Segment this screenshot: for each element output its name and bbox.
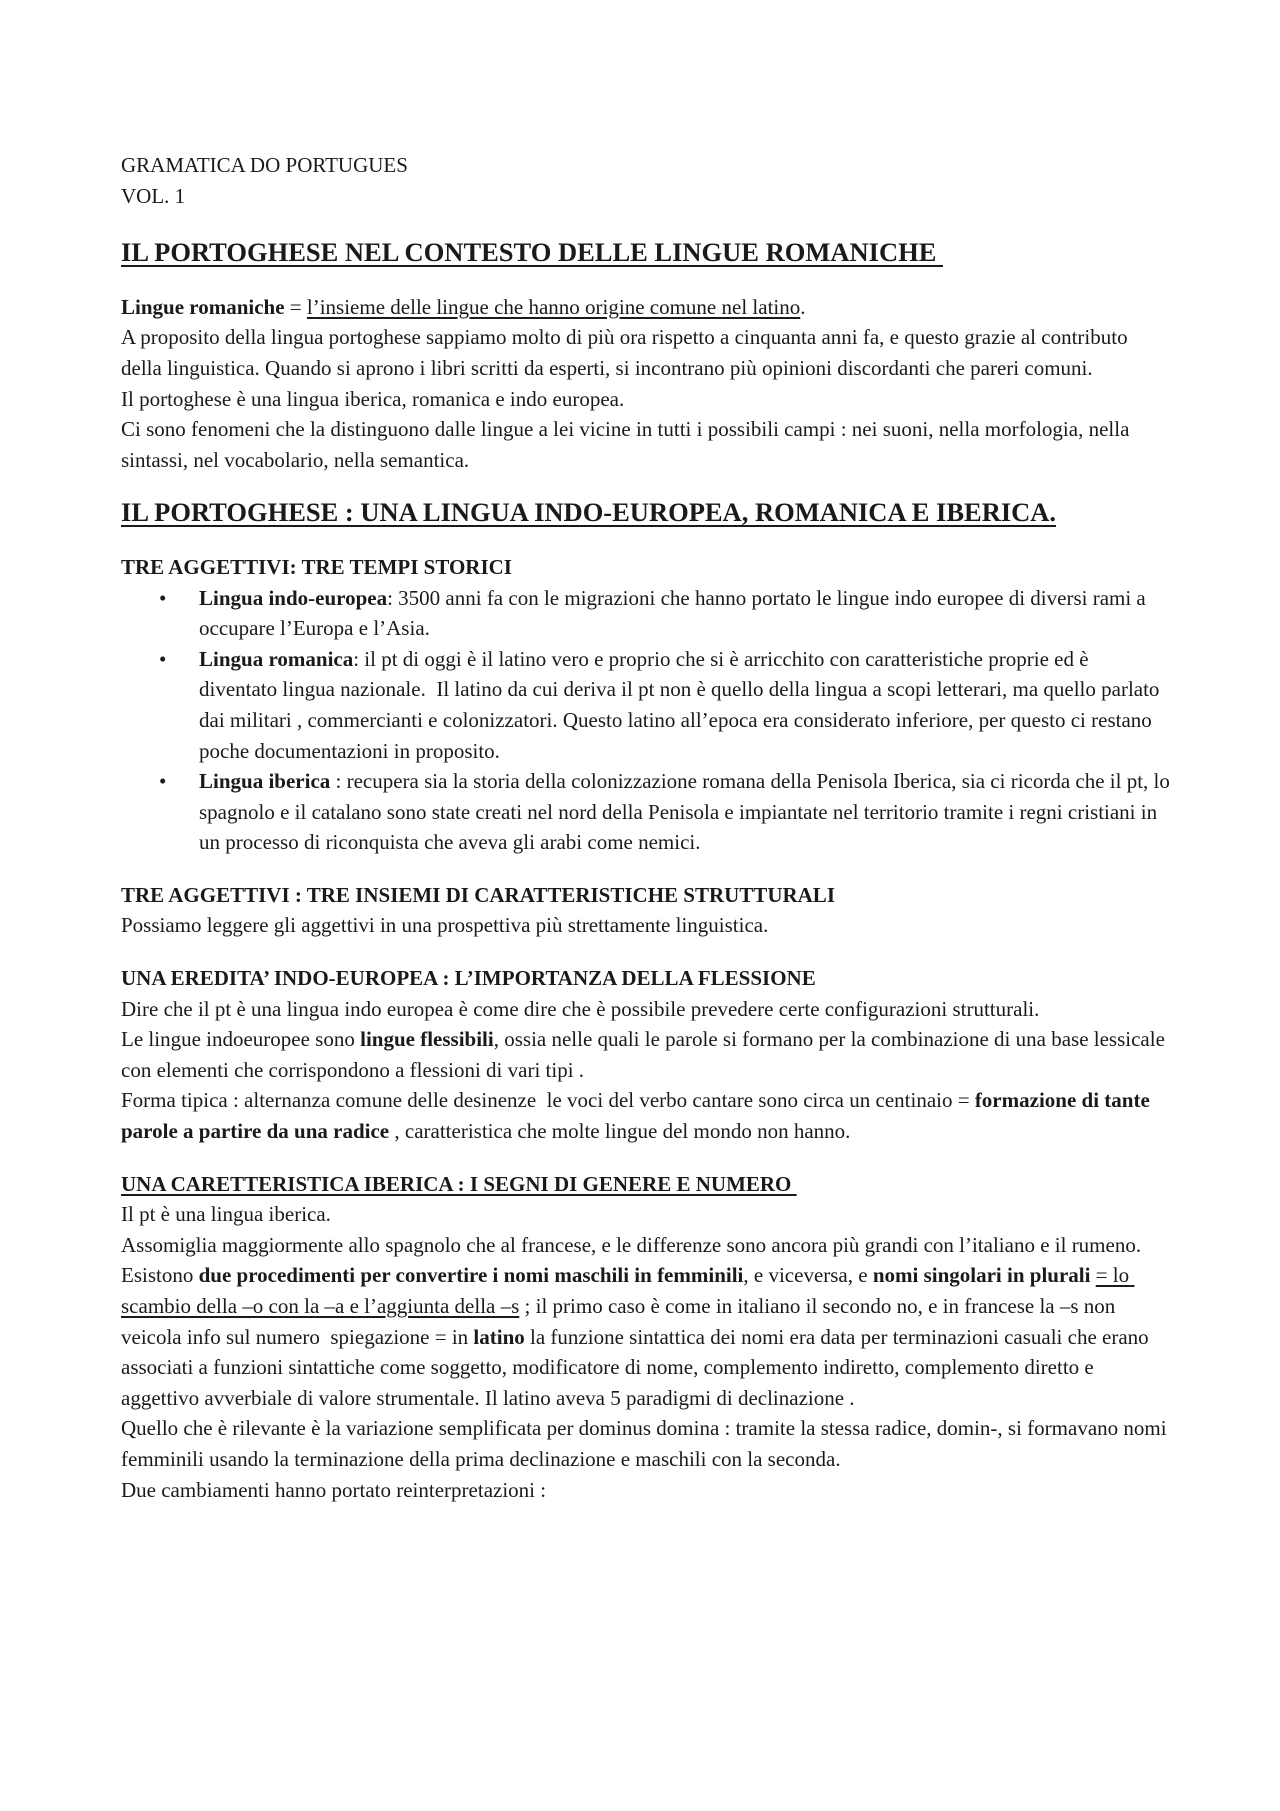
section1-paragraph-3: Ci sono fenomeni che la distinguono dalle lingue a lei vicine in tutti i possibili campi : nei suoni, nella morfologia, nella sintassi, nel vocabolario, nella semantica. <box>121 417 1130 472</box>
inflection-line-3-start: Forma tipica : alternanza comune delle desinenze le voci del verbo cantare sono circa un centinaio = <box>121 1088 975 1113</box>
subsection-structural-heading: TRE AGGETTIVI : TRE INSIEMI DI CARATTERISTICHE STRUTTURALI <box>121 882 835 907</box>
bullet-icon: • <box>159 646 167 671</box>
list-item-text: : 3500 anni fa con le migrazioni che hanno portato le lingue indo europee di diversi rami a occupare l’Europa e l’Asia. <box>199 585 1152 641</box>
gn-bold-plurals: nomi singolari in plurali <box>872 1263 1091 1288</box>
inflection-line-2-start: Le lingue indoeuropee sono <box>121 1027 361 1052</box>
inflection-term: lingue flessibili <box>360 1027 494 1052</box>
inflection-line-3-end: , caratteristica che molte lingue del mondo non hanno. <box>389 1119 851 1144</box>
section1-paragraph-1: A proposito della lingua portoghese sappiamo molto di più ora rispetto a cinquanta anni fa, e questo grazie al contributo della linguistica. Quando si aprono i libri scritti da esperti, si incontrano più opinioni discordanti che pareri comuni. <box>121 325 1128 380</box>
gn-part-a: Esistono <box>121 1263 199 1288</box>
subsection-inflection-heading: UNA EREDITA’ INDO-EUROPEA : L’IMPORTANZA DELLA FLESSIONE <box>121 966 816 991</box>
definition-end: . <box>800 294 806 319</box>
gender-number-line-2: Assomiglia maggiormente allo spagnolo che al francese, e le differenze sono ancora più grandi con l’italiano e il rumeno. <box>121 1232 1142 1257</box>
gn-part-i: la funzione sintattica dei nomi era data per terminazioni casuali che erano associati a funzioni sintattiche come soggetto, modificatore di nome, complemento indiretto, complemento diretto e aggettivo avverbiale di valore strumentale. Il latino aveva 5 paradigmi di declinazione . <box>121 1324 1154 1410</box>
gender-number-line-5: Due cambiamenti hanno portato reinterpretazioni : <box>121 1477 547 1502</box>
inflection-line-1: Dire che il pt è una lingua indo europea è come dire che è possibile prevedere certe configurazioni strutturali. <box>121 996 1040 1021</box>
gender-number-line-4: Quello che è rilevante è la variazione semplificata per dominus domina : tramite la stessa radice, domin-, si formavano nomi femminili usando la terminazione della prima declinazione e maschili con la seconda. <box>121 1416 1167 1471</box>
list-item-term: Lingua romanica <box>199 646 354 671</box>
list-item <box>121 583 1171 644</box>
list-item-term: Lingua indo-europea <box>199 585 388 610</box>
gn-part-g: ; il primo caso è come in italiano il secondo no, e in francese la –s non veicola info sul numero spiegazione = in <box>121 1294 1121 1349</box>
list-item <box>121 766 1176 858</box>
inflection-line-2-end: , ossia nelle quali le parole si formano per la combinazione di una base lessicale con elementi che corrispondono a flessioni di vari tipi . <box>121 1027 1165 1082</box>
gender-number-line-3 <box>121 1260 1171 1413</box>
subsection-gender-number-heading: UNA CARETTERISTICA IBERICA : I SEGNI DI GENERE E NUMERO <box>121 1171 797 1196</box>
document-page <box>121 150 1176 1505</box>
subsection-structural-text: Possiamo leggere gli aggettivi in una prospettiva più strettamente linguistica. <box>121 913 769 938</box>
document-volume: VOL. 1 <box>121 183 186 208</box>
inflection-bold-phrase: formazione di tante parole a partire da una radice <box>121 1088 1150 1144</box>
list-item-text: : recupera sia la storia della colonizzazione romana della Penisola Iberica, sia ci ricorda che il pt, lo spagnolo e il catalano sono state creati nel nord della Penisola e impiantate nel territorio tramite i regni cristiani in un processo di riconquista che aveva gli arabi come nemici. <box>199 769 1176 855</box>
section1-paragraph-2: Il portoghese è una lingua iberica, romanica e indo europea. <box>121 386 625 411</box>
inflection-line-2 <box>121 1024 1171 1085</box>
bullet-icon: • <box>159 585 167 610</box>
bullet-icon: • <box>159 769 167 794</box>
definition-term: Lingue romaniche <box>121 294 285 319</box>
historical-adjectives-list <box>121 583 1176 858</box>
gn-underlined-rule: = lo scambio della –o con la –a e l’aggiunta della –s <box>121 1263 1135 1318</box>
subsection-historical-heading: TRE AGGETTIVI: TRE TEMPI STORICI <box>121 554 512 579</box>
list-item-term: Lingua iberica <box>199 769 331 794</box>
inflection-line-3 <box>121 1085 1171 1146</box>
list-item-text: : il pt di oggi è il latino vero e proprio che si è arricchito con caratteristiche proprie ed è diventato lingua nazionale. Il latino da cui deriva il pt non è quello della lingua a scopi letterari, ma quello parlato dai militari , commercianti e colonizzatori. Questo latino all’epoca era considerato inferiore, per questo ci restano poche documentazioni in proposito. <box>199 646 1165 763</box>
gender-number-line-1: Il pt è una lingua iberica. <box>121 1202 331 1227</box>
definition-text: l’insieme delle lingue che hanno origine comune nel latino <box>306 294 801 319</box>
section1-heading: IL PORTOGHESE NEL CONTESTO DELLE LINGUE ROMANICHE <box>121 237 944 268</box>
definition-line <box>121 292 1171 323</box>
document-title: GRAMATICA DO PORTUGUES <box>121 153 408 177</box>
gn-bold-procedures: due procedimenti per convertire i nomi maschili in femminili <box>198 1263 744 1288</box>
section2-heading: IL PORTOGHESE : UNA LINGUA INDO-EUROPEA, ROMANICA E IBERICA. <box>121 497 1057 528</box>
gn-bold-latino: latino <box>473 1324 525 1349</box>
gn-part-c: , e viceversa, e <box>743 1263 873 1288</box>
definition-equals: = <box>284 294 307 319</box>
list-item <box>121 644 1171 766</box>
